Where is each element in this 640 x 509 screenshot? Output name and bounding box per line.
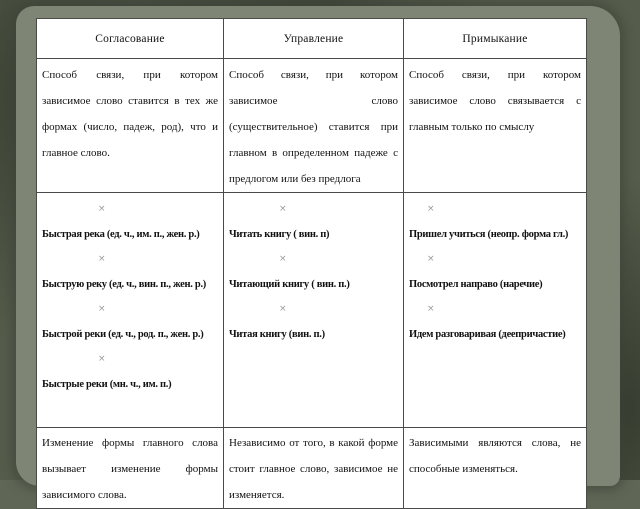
example-item: Посмотрел направо (наречие)	[409, 279, 543, 290]
note-text: Изменение формы главного слова вызывает изменение формы зависимого слова.	[42, 437, 218, 501]
cross-mark-icon: ×	[279, 304, 287, 314]
note-text: Независимо от того, в какой форме стоит главное слово, зависимое не изменяется.	[229, 437, 398, 501]
note-agreement	[37, 428, 224, 509]
example-item: Читать книгу ( вин. п)	[229, 229, 330, 240]
example-item: Быструю реку (ед. ч., вин. п., жен. р.)	[42, 279, 206, 290]
cross-mark-icon: ×	[427, 204, 435, 214]
cross-mark-icon: ×	[98, 354, 106, 364]
notes-row	[37, 428, 587, 509]
example-item: Быстрая река (ед. ч., им. п., жен. р.)	[42, 229, 200, 240]
definition-row	[37, 59, 587, 193]
definition-agreement	[37, 59, 224, 193]
example-item: Идем разговаривая (деепричастие)	[409, 329, 566, 340]
header-row	[37, 19, 587, 59]
example-item: Пришел учиться (неопр. форма гл.)	[409, 229, 569, 240]
example-item: Быстрой реки (ед. ч., род. п., жен. р.)	[42, 329, 204, 340]
note-government	[224, 428, 404, 509]
cross-mark-icon: ×	[98, 204, 106, 214]
note-text: Зависимыми являются слова, не способные изменяться.	[409, 437, 581, 475]
cross-mark-icon: ×	[427, 304, 435, 314]
example-item: Читающий книгу ( вин. п.)	[229, 279, 350, 290]
definition-text: Способ связи, при котором зависимое слово ставится в тех же формах (число, падеж, род), что и главное слово.	[42, 69, 218, 159]
header-agreement: Согласование	[37, 19, 224, 59]
examples-adjunction	[404, 193, 587, 428]
example-item: Читая книгу (вин. п.)	[229, 329, 325, 340]
cross-mark-icon: ×	[427, 254, 435, 264]
definition-government	[224, 59, 404, 193]
examples-row	[37, 193, 587, 428]
example-item: Быстрые реки (мн. ч., им. п.)	[42, 379, 172, 390]
cross-mark-icon: ×	[98, 304, 106, 314]
syntax-links-table	[36, 18, 587, 509]
examples-government	[224, 193, 404, 428]
cross-mark-icon: ×	[279, 204, 287, 214]
note-adjunction	[404, 428, 587, 509]
header-adjunction: Примыкание	[404, 19, 587, 59]
cross-mark-icon: ×	[279, 254, 287, 264]
header-government: Управление	[224, 19, 404, 59]
cross-mark-icon: ×	[98, 254, 106, 264]
examples-agreement	[37, 193, 224, 428]
definition-text: Способ связи, при котором зависимое слово (существительное) ставится при главном в определенном падеже с предлогом или без предлога	[229, 69, 398, 185]
definition-adjunction	[404, 59, 587, 193]
definition-text: Способ связи, при котором зависимое слово связывается с главным только по смыслу	[409, 69, 581, 133]
